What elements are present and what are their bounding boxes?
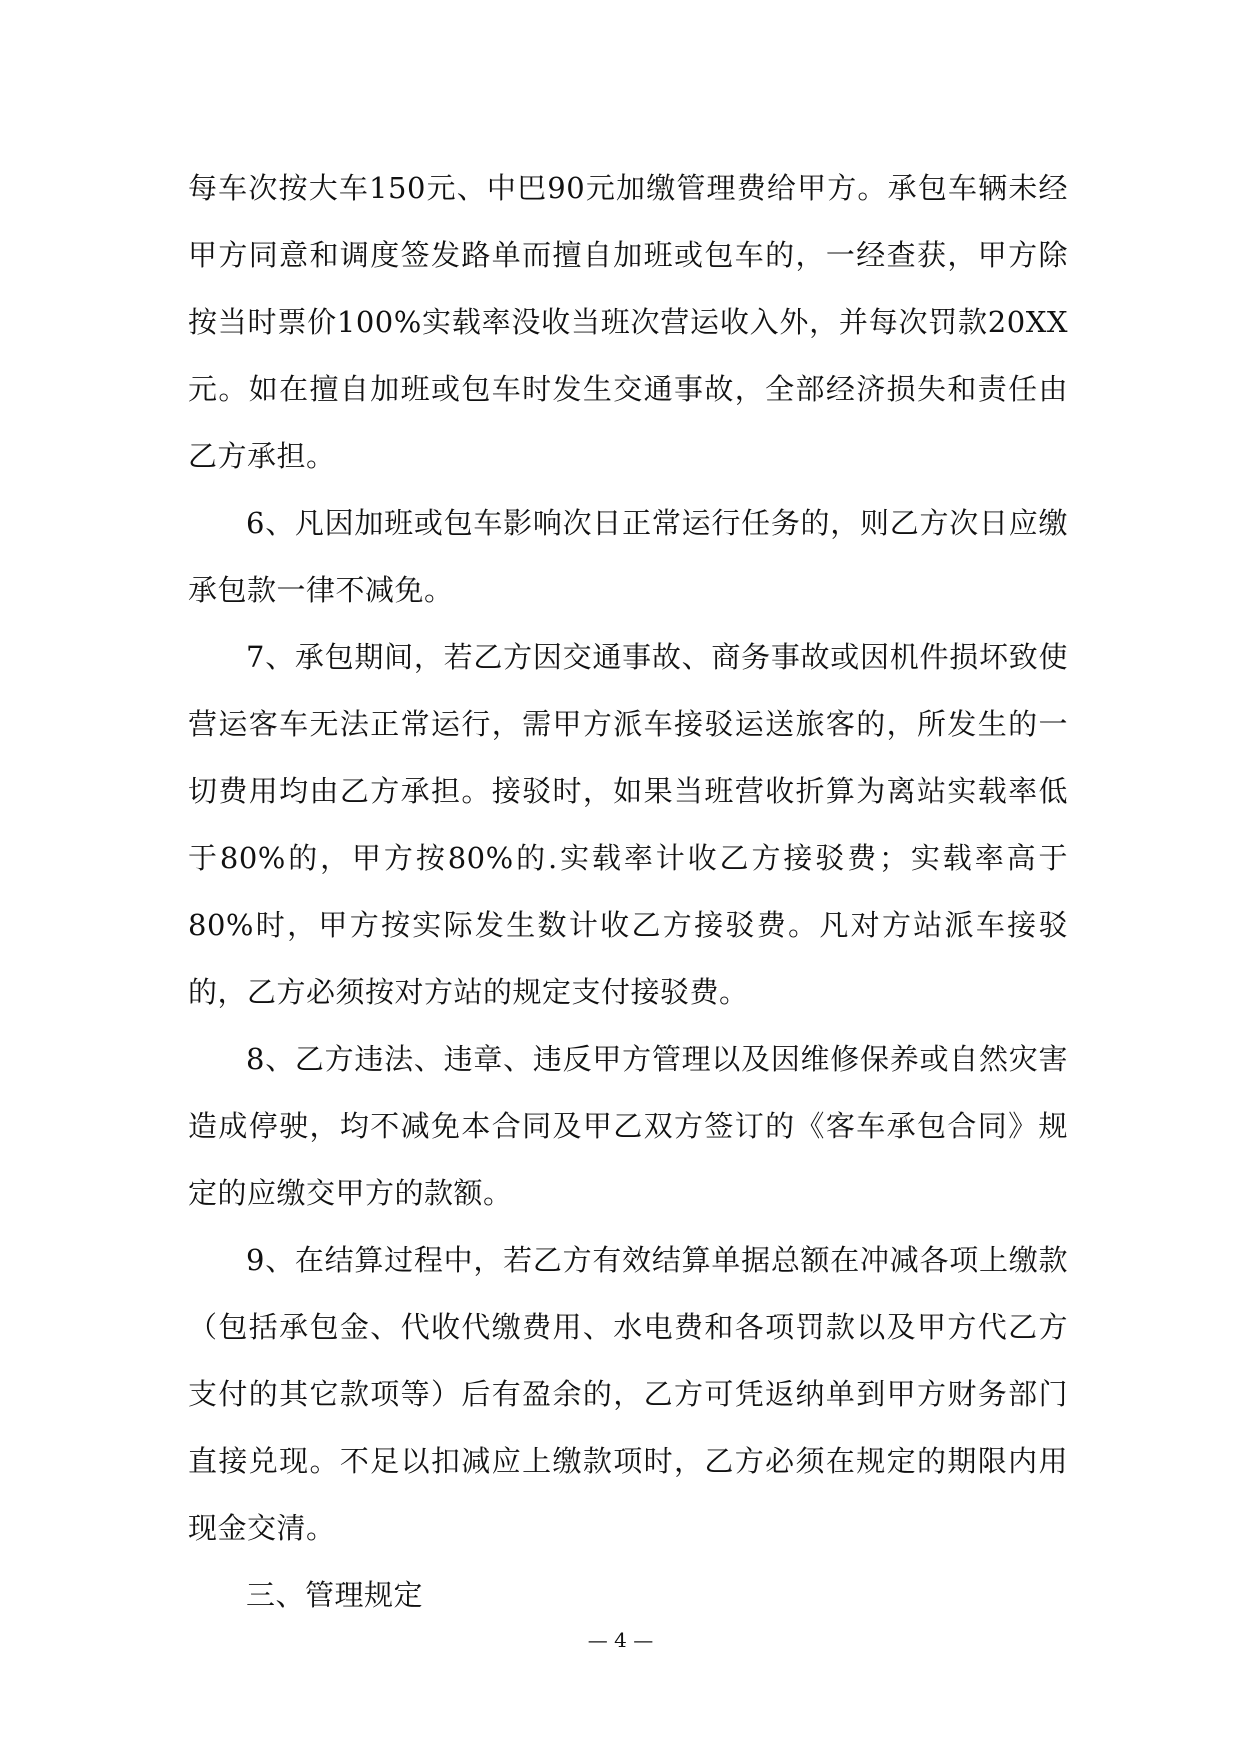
body-text: [188, 155, 1068, 1629]
paragraph-item-8: 8、乙方违法、违章、违反甲方管理以及因维修保养或自然灾害造成停驶，均不减免本合同及甲乙双方签订的《客车承包合同》规定的应缴交甲方的款额。: [188, 1042, 1068, 1210]
page-number: — 4 —: [587, 1628, 654, 1652]
paragraph-item-6: 6、凡因加班或包车影响次日正常运行任务的，则乙方次日应缴承包款一律不减免。: [188, 506, 1068, 607]
paragraph-item-9: 9、在结算过程中，若乙方有效结算单据总额在冲减各项上缴款（包括承包金、代收代缴费用、水电费和各项罚款以及甲方代乙方支付的其它款项等）后有盈余的，乙方可凭返纳单到甲方财务部门直接兑现。不足以扣减应上缴款项时，乙方必须在规定的期限内用现金交清。: [188, 1243, 1068, 1545]
paragraph-item-7: 7、承包期间，若乙方因交通事故、商务事故或因机件损坏致使营运客车无法正常运行，需甲方派车接驳运送旅客的，所发生的一切费用均由乙方承担。接驳时，如果当班营收折算为离站实载率低于80%的，甲方按80%的.实载率计收乙方接驳费；实载率高于80%时，甲方按实际发生数计收乙方接驳费。凡对方站派车接驳的，乙方必须按对方站的规定支付接驳费。: [188, 640, 1068, 1009]
paragraph-continuation: 每车次按大车150元、中巴90元加缴管理费给甲方。承包车辆未经甲方同意和调度签发路单而擅自加班或包车的，一经查获，甲方除按当时票价100%实载率没收当班次营运收入外，并每次罚款20XX元。如在擅自加班或包车时发生交通事故，全部经济损失和责任由乙方承担。: [188, 171, 1068, 473]
section-heading: 三、管理规定: [246, 1578, 424, 1612]
